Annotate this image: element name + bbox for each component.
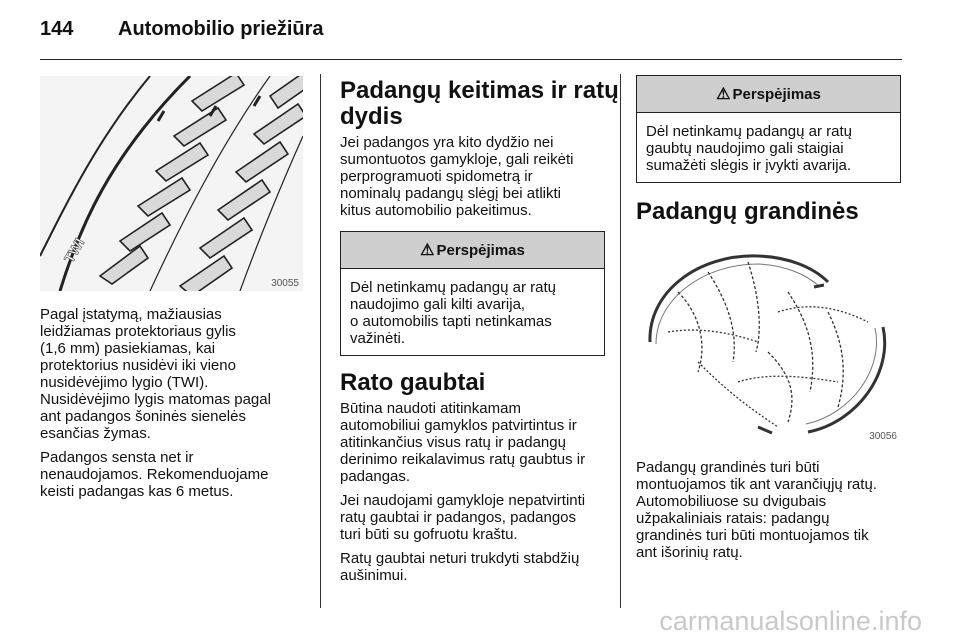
warning-text: Dėl netinkamų padangų ar ratų naudojimo gali kilti avarija, o automobilis tapti netinkamas važinėti. <box>350 279 556 347</box>
column-divider-2 <box>620 74 621 608</box>
header-rule <box>40 59 902 60</box>
column-1-text <box>40 306 310 507</box>
tread-depth-paragraph: Pagal įstatymą, mažiausias leidžiamas protektoriaus gylis (1,6 mm) pasiekiamas, kai protektorius nusidėvi iki vieno nusidėvėjimo lygio (TWI). Nusidėvėjimo lygis matomas pagal ant padangos šoninės sienelės esančias žymas. <box>40 306 271 442</box>
column-divider-1 <box>320 74 321 608</box>
wheel-covers-paragraph-2: Jei naudojami gamykloje nepatvirtinti ratų gaubtai ir padangos, padangos turi būti su gofruotu kraštu. <box>340 492 586 543</box>
column-3 <box>636 75 906 229</box>
snow-chains-paragraph: Padangų grandinės turi būti montuojamos tik ant varančiųjų ratų. Automobiliuose su dvigubais užpakaliniais ratais: padangų grandinės turi būti montuojamos tik ant išorinių ratų. <box>636 459 877 561</box>
watermark: carmanualsonline.info <box>659 606 922 636</box>
warning-triangle-icon: ⚠ <box>420 241 435 259</box>
section-heading-tire-change: Padangų keitimas ir ratų dydis <box>340 77 619 130</box>
figure-code: 30055 <box>271 278 299 289</box>
warning-box <box>340 231 605 356</box>
figure-code: 30056 <box>869 431 897 442</box>
column-3-text <box>636 459 906 568</box>
warning-title: Perspėjimas <box>732 85 821 103</box>
wheel-covers-paragraph-3: Ratų gaubtai neturi trukdyti stabdžių aušinimui. <box>340 550 580 584</box>
warning-header <box>341 232 604 269</box>
warning-title: Perspėjimas <box>436 241 525 259</box>
snow-chain-illustration <box>638 232 901 444</box>
tire-tread-figure <box>40 76 303 291</box>
tire-tread-illustration <box>40 76 303 291</box>
tire-age-paragraph: Padangos sensta net ir nenaudojamos. Rekomenduojame keisti padangas kas 6 metus. <box>40 449 269 500</box>
warning-text: Dėl netinkamų padangų ar ratų gaubtų naudojimo gali staigiai sumažėti slėgis ir įvykti avarija. <box>646 123 852 174</box>
section-heading-snow-chains: Padangų grandinės <box>636 198 859 225</box>
warning-box <box>636 75 901 183</box>
column-2 <box>340 77 619 591</box>
tire-change-paragraph: Jei padangos yra kito dydžio nei sumontuotos gamykloje, gali reikėti perprogramuoti spidometrą ir nominalų padangų slėgį bei atlikti kitus automobilio pakeitimus. <box>340 134 574 219</box>
snow-chain-figure <box>638 232 901 444</box>
twi-label: TWI <box>60 235 88 266</box>
page-number: 144 <box>40 18 74 40</box>
page-title: Automobilio priežiūra <box>118 18 324 40</box>
section-heading-wheel-covers: Rato gaubtai <box>340 369 486 396</box>
wheel-covers-paragraph-1: Būtina naudoti atitinkamam automobiliui gamyklos patvirtintus ir atitinkančius visus ratų ir padangų derinimo reikalavimus ratų gaubtus ir padangas. <box>340 400 586 485</box>
warning-triangle-icon: ⚠ <box>716 85 731 103</box>
warning-header <box>637 76 900 113</box>
